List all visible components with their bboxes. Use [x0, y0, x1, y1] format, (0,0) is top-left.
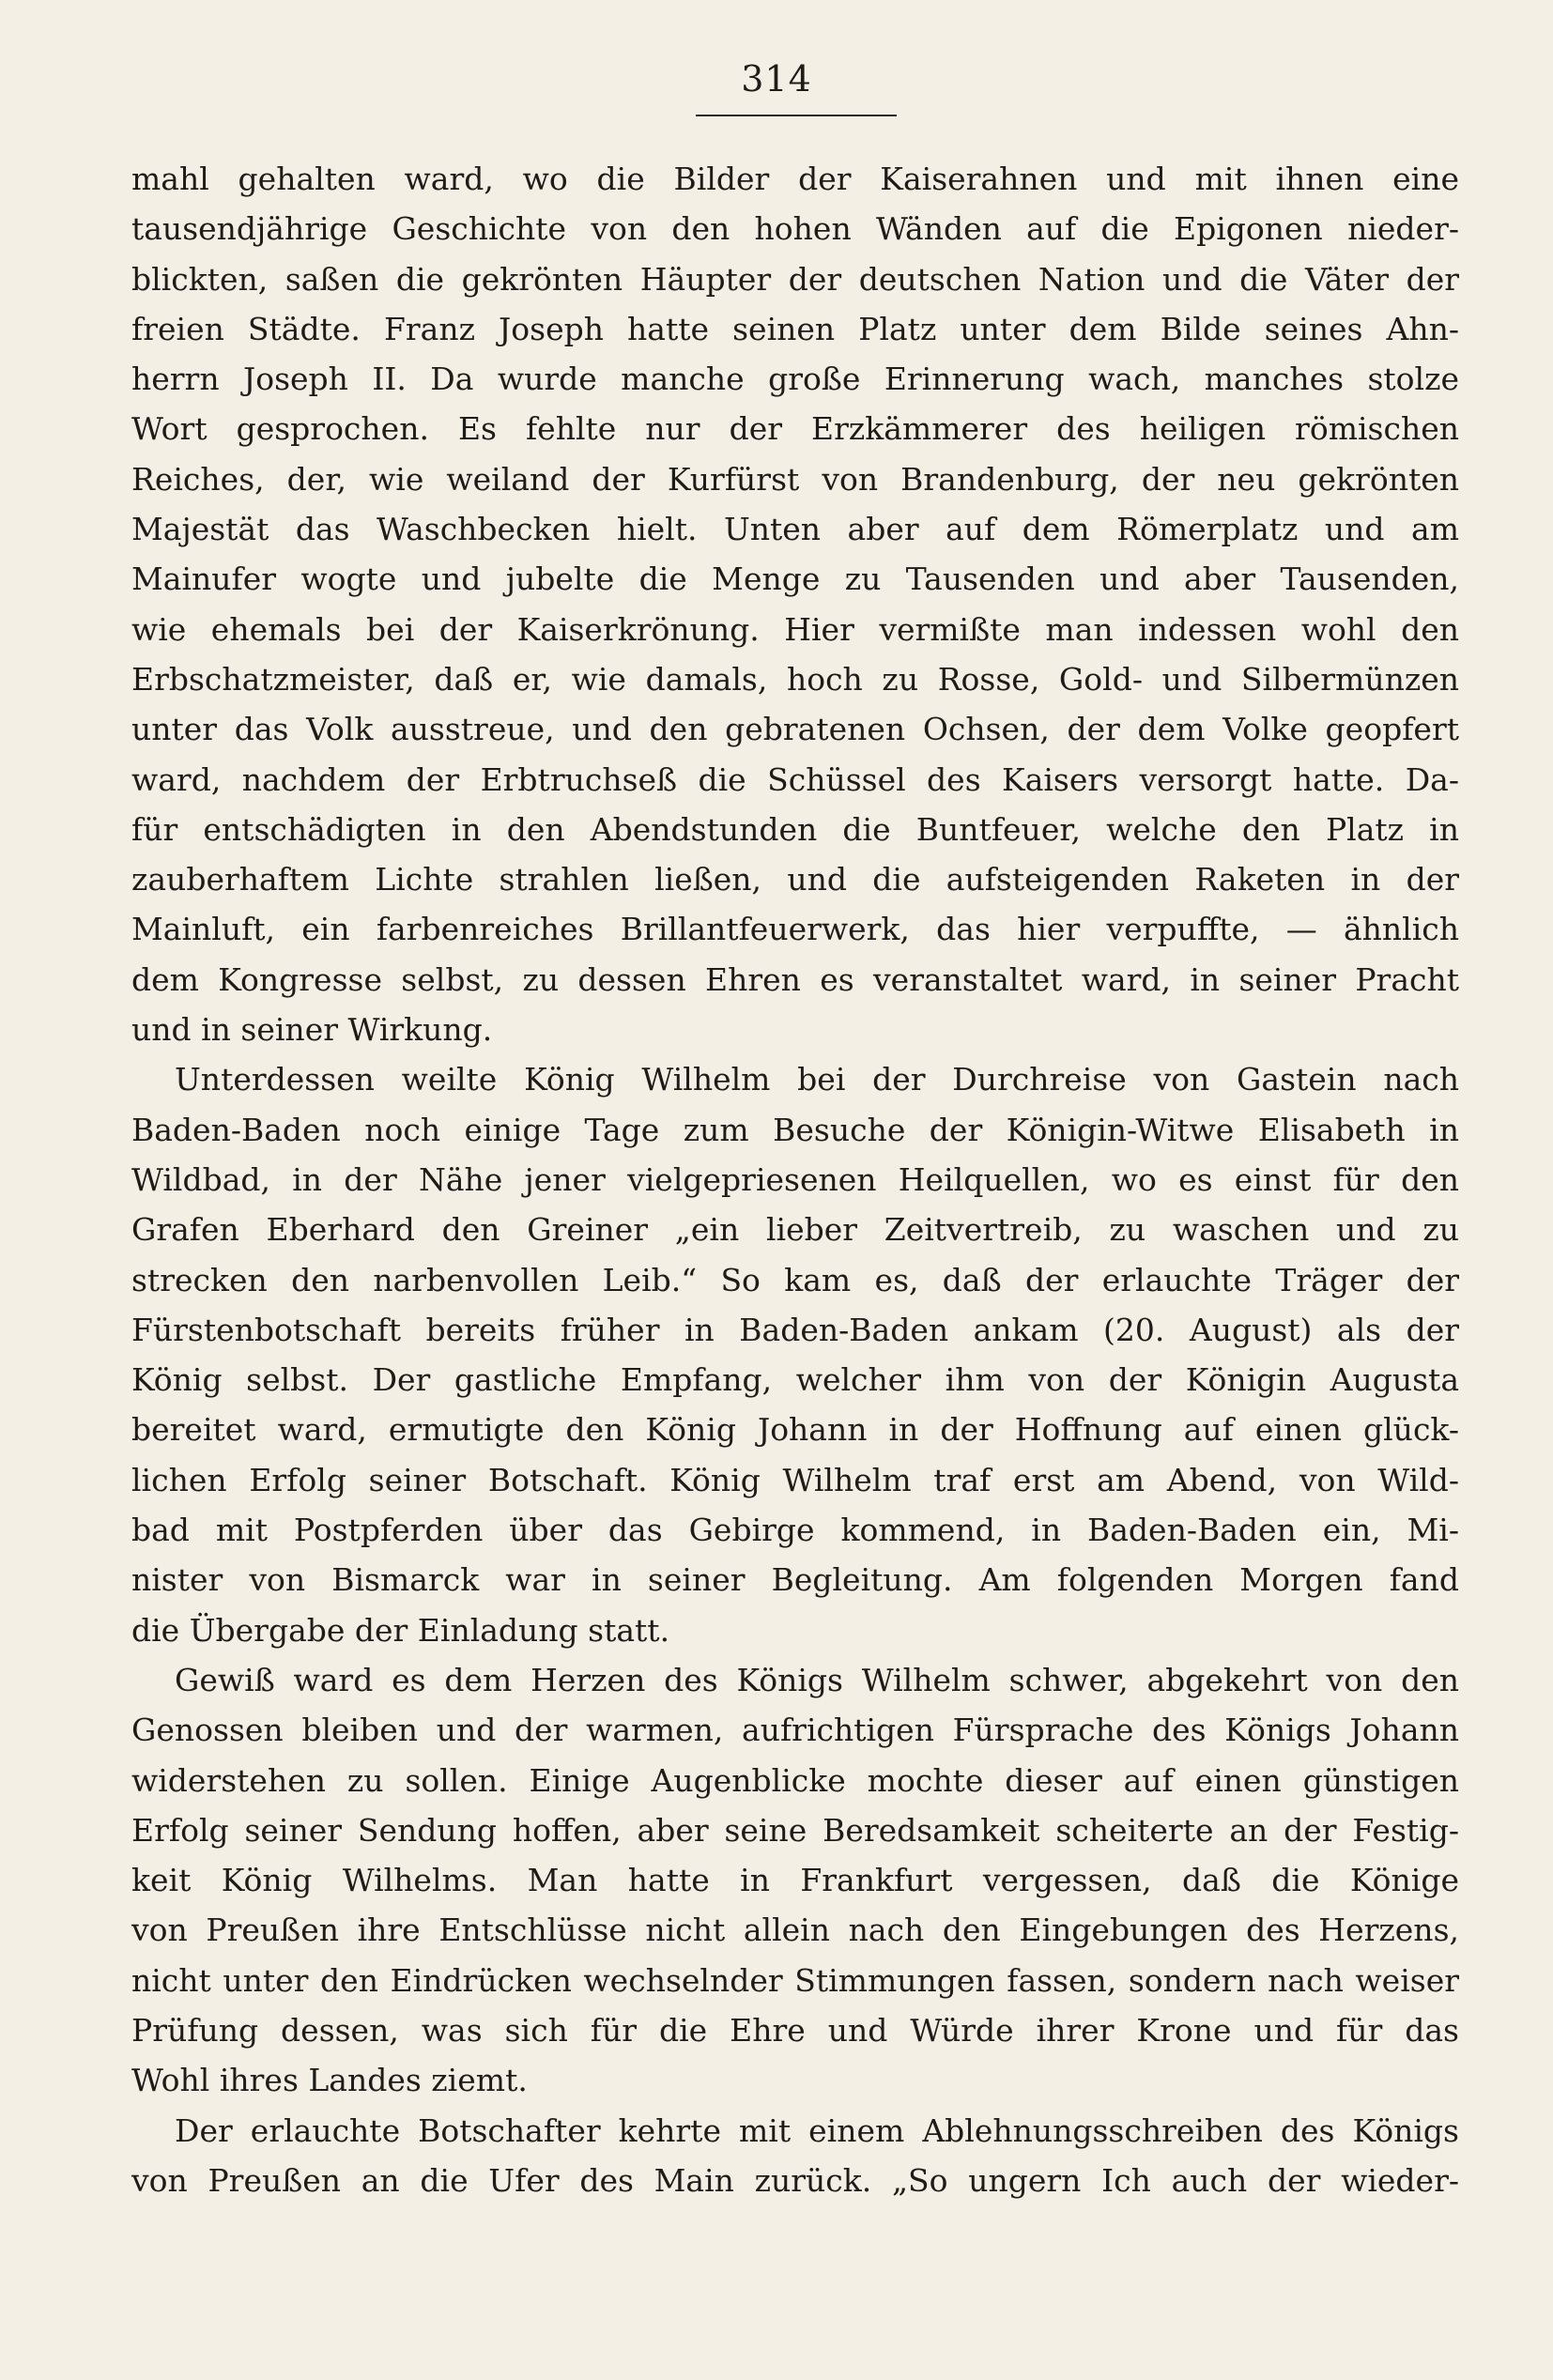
paragraph [131, 1655, 1459, 2106]
text-line: Erfolg seiner Sendung hoffen, aber seine Beredsamkeit scheiterte an der Festig- [131, 1811, 1459, 1849]
text-line: Reiches, der, wie weiland der Kurfürst von Brandenburg, der neu gekrönten [131, 460, 1459, 498]
text-line: und in seiner Wirkung. [131, 1011, 493, 1049]
text-line: Gewiß ward es dem Herzen des Königs Wilhelm schwer, abgekehrt von den [175, 1661, 1459, 1698]
text-line: Prüfung dessen, was sich für die Ehre und Würde ihrer Krone und für das [131, 2011, 1459, 2049]
text-line: Erbschatzmeister, daß er, wie damals, hoch zu Rosse, Gold- und Silbermünzen [131, 660, 1459, 698]
text-line: keit König Wilhelms. Man hatte in Frankfurt vergessen, daß die Könige [131, 1862, 1459, 1899]
text-line: unter das Volk ausstreue, und den gebratenen Ochsen, der dem Volke geopfert [131, 711, 1459, 748]
text-line: Grafen Eberhard den Greiner „ein lieber Zeitvertreib, zu waschen und zu [131, 1211, 1459, 1249]
paragraph [131, 2106, 1459, 2206]
paragraph [131, 154, 1459, 1054]
text-line: Fürstenbotschaft bereits früher in Baden-Baden ankam (20. August) als der [131, 1311, 1459, 1348]
text-line: nister von Bismarck war in seiner Begleitung. Am folgenden Morgen fand [131, 1561, 1459, 1599]
text-line: von Preußen ihre Entschlüsse nicht allein nach den Eingebungen des Herzens, [131, 1912, 1459, 1949]
text-line: König selbst. Der gastliche Empfang, welcher ihm von der Königin Augusta [131, 1361, 1459, 1399]
text-line: blickten, saßen die gekrönten Häupter der deutschen Nation und die Väter der [131, 260, 1459, 298]
text-line: strecken den narbenvollen Leib.“ So kam es, daß der erlauchte Träger der [131, 1261, 1459, 1298]
text-line: freien Städte. Franz Joseph hatte seinen Platz unter dem Bilde seines Ahn- [131, 310, 1459, 347]
text-line: herrn Joseph II. Da wurde manche große Erinnerung wach, manches stolze [131, 361, 1459, 398]
text-line: bereitet ward, ermutigte den König Johann in der Hoffnung auf einen glück- [131, 1411, 1459, 1449]
text-line: ward, nachdem der Erbtruchseß die Schüssel des Kaisers versorgt hatte. Da- [131, 760, 1459, 798]
text-line: Baden-Baden noch einige Tage zum Besuche der Königin-Witwe Elisabeth in [131, 1111, 1459, 1148]
text-line: Genossen bleiben und der warmen, aufrichtigen Fürsprache des Königs Johann [131, 1712, 1459, 1749]
text-line: für entschädigten in den Abendstunden die Buntfeuer, welche den Platz in [131, 810, 1459, 848]
text-line: widerstehen zu sollen. Einige Augenblicke mochte dieser auf einen günstigen [131, 1761, 1459, 1799]
text-line: Wildbad, in der Nähe jener vielgepriesenen Heilquellen, wo es einst für den [131, 1160, 1459, 1198]
paragraph [131, 1054, 1459, 1655]
text-line: Mainufer wogte und jubelte die Menge zu Tausenden und aber Tausenden, [131, 560, 1459, 598]
text-line: Mainluft, ein farbenreiches Brillantfeuerwerk, das hier verpuffte, — ähnlich [131, 911, 1459, 948]
text-line: bad mit Postpferden über das Gebirge kommend, in Baden-Baden ein, Mi- [131, 1512, 1459, 1549]
text-line: zauberhaftem Lichte strahlen ließen, und die aufsteigenden Raketen in der [131, 861, 1459, 898]
text-line: mahl gehalten ward, wo die Bilder der Kaiserahnen und mit ihnen eine [131, 161, 1459, 197]
text-line: Unterdessen weilte König Wilhelm bei der Durchreise von Gastein nach [175, 1061, 1459, 1098]
text-line: die Übergabe der Einladung statt. [131, 1611, 670, 1649]
text-line: tausendjährige Geschichte von den hohen Wänden auf die Epigonen nieder- [131, 210, 1459, 248]
text-line: Wohl ihres Landes ziemt. [131, 2062, 528, 2099]
text-line: Wort gesprochen. Es fehlte nur der Erzkämmerer des heiligen römischen [131, 410, 1459, 448]
body-text [131, 154, 1459, 2205]
text-line: Majestät das Waschbecken hielt. Unten aber auf dem Römerplatz und am [131, 511, 1459, 548]
text-line: lichen Erfolg seiner Botschaft. König Wilhelm traf erst am Abend, von Wild- [131, 1461, 1459, 1498]
page-number: 314 [741, 58, 812, 100]
text-line: von Preußen an die Ufer des Main zurück. „So ungern Ich auch der wieder- [131, 2161, 1459, 2199]
text-line: Der erlauchte Botschafter kehrte mit einem Ablehnungsschreiben des Königs [175, 2111, 1459, 2149]
text-line: dem Kongresse selbst, zu dessen Ehren es veranstaltet ward, in seiner Pracht [131, 960, 1459, 998]
text-line: wie ehemals bei der Kaiserkrönung. Hier vermißte man indessen wohl den [131, 610, 1459, 648]
header-rule [696, 115, 897, 116]
text-line: nicht unter den Eindrücken wechselnder Stimmungen fassen, sondern nach weiser [131, 1961, 1459, 1999]
